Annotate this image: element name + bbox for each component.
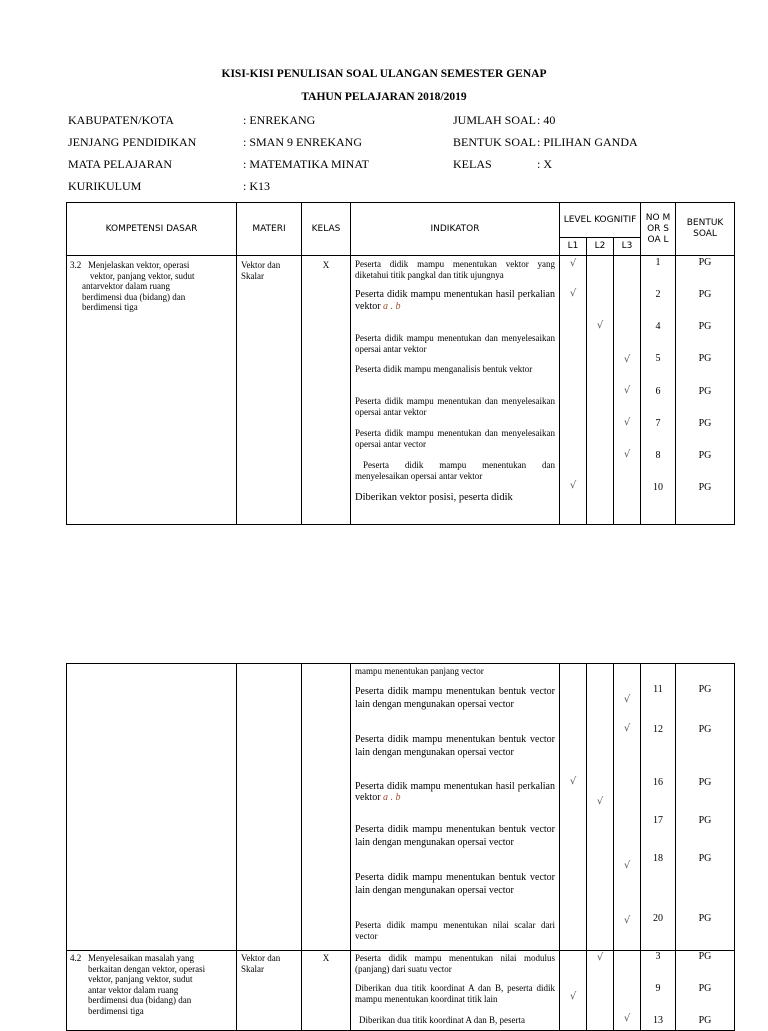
check-mark: √	[623, 385, 631, 396]
indikator-item: Peserta didik mampu menentukan dan menyelesaikan opersai antar vector	[355, 428, 555, 449]
l3-column	[614, 664, 641, 951]
pg-label: PG	[698, 1015, 712, 1026]
l2-column	[587, 664, 614, 951]
indikator-item: Peserta didik mampu menentukan nilai scalar dari vector	[355, 920, 555, 941]
bentuk-soal-column	[676, 951, 735, 1031]
info-value-mapel: : MATEMATIKA MINAT	[243, 157, 369, 171]
document-subtitle: TAHUN PELAJARAN 2018/2019	[301, 91, 467, 103]
header-l3: L3	[614, 238, 641, 256]
materi-cell: Vektor dan Skalar	[237, 256, 302, 525]
indikator-item: Diberikan vektor posisi, peserta didik	[355, 492, 513, 503]
check-mark: √	[596, 952, 604, 963]
indikator-item: Peserta didik mampu menentukan bentuk vector lain dengan mengunakan opersai vector	[355, 872, 555, 896]
kisi-table-1	[66, 202, 735, 525]
check-mark: √	[623, 354, 631, 365]
kompetensi-dasar-cell	[67, 664, 237, 951]
header-no-soal: NO MOR SOA L	[641, 203, 676, 256]
kompetensi-dasar-cell	[67, 256, 237, 525]
bentuk-soal-column	[676, 664, 735, 951]
indikator-item: Diberikan dua titik koordinat A dan B, peserta didik mampu menentukan koordinat titik lain	[355, 983, 555, 1004]
question-number: 10	[653, 482, 664, 493]
question-number: 3	[655, 951, 661, 962]
indikator-cell	[351, 951, 560, 1031]
pg-label: PG	[698, 913, 712, 924]
check-mark: √	[596, 796, 604, 807]
pg-label: PG	[698, 450, 712, 461]
check-mark: √	[623, 694, 631, 705]
pg-label: PG	[698, 853, 712, 864]
document-title: KISI-KISI PENULISAN SOAL ULANGAN SEMESTER GENAP	[221, 68, 547, 80]
pg-label: PG	[698, 386, 712, 397]
pg-label: PG	[698, 951, 712, 962]
question-number: 20	[653, 913, 663, 924]
kd-line: berdimensi dua (bidang) dan	[82, 291, 186, 302]
l3-column	[614, 951, 641, 1031]
materi-cell	[237, 664, 302, 951]
header-materi: MATERI	[237, 203, 302, 256]
indikator-item	[355, 782, 555, 803]
pg-label: PG	[698, 257, 712, 268]
indikator-cell	[351, 256, 560, 525]
l3-column	[614, 256, 641, 525]
info-value-kelas: : X	[537, 157, 552, 171]
kd-line: berdimensi tiga	[88, 1005, 144, 1016]
kd-line: berdimensi dua (bidang) dan	[88, 995, 192, 1005]
check-mark: √	[569, 480, 577, 491]
kd-number: 4.2	[70, 953, 82, 963]
kd-line: Menjelaskan vektor, operasi	[88, 260, 190, 270]
check-mark: √	[569, 991, 577, 1002]
header-level-kognitif: LEVEL KOGNITIF	[560, 203, 641, 238]
bentuk-soal-column	[676, 256, 735, 525]
check-mark: √	[569, 258, 577, 269]
check-mark: √	[623, 915, 631, 926]
l1-column	[560, 256, 587, 525]
vector-ab-formula: a . b	[383, 301, 401, 312]
kd-line: antar vektor dalam ruang	[88, 984, 179, 995]
l1-column	[560, 951, 587, 1031]
pg-label: PG	[698, 983, 712, 994]
no-soal-column	[641, 256, 676, 525]
pg-label: PG	[698, 724, 712, 735]
check-mark: √	[569, 288, 577, 299]
pg-label: PG	[698, 289, 712, 300]
check-mark: √	[623, 449, 631, 460]
info-label-mapel: MATA PELAJARAN	[68, 157, 173, 171]
indikator-item: mampu menentukan panjang vector	[355, 666, 484, 676]
indikator-item: Peserta didik mampu menentukan dan menyelesaikan opersai antar vektor	[355, 460, 555, 481]
check-mark: √	[623, 723, 631, 734]
no-soal-column	[641, 951, 676, 1031]
check-mark: √	[596, 320, 604, 331]
kelas-cell	[302, 664, 351, 951]
kd-line: berdimensi tiga	[82, 302, 138, 312]
question-number: 17	[653, 815, 663, 826]
check-mark: √	[623, 1013, 631, 1024]
question-number: 11	[653, 684, 663, 695]
question-number: 9	[655, 983, 661, 994]
pg-label: PG	[698, 353, 712, 364]
l1-column	[560, 664, 587, 951]
kd-line: vektor, panjang vektor, sudut	[90, 270, 195, 281]
l2-column	[587, 256, 614, 525]
header-l2: L2	[587, 238, 614, 256]
check-mark: √	[623, 417, 631, 428]
kelas-cell: X	[302, 256, 351, 525]
pg-label: PG	[698, 684, 712, 695]
indikator-item: Peserta didik mampu menentukan vektor yang diketahui titik pangkal dan titik ujungnya	[355, 259, 555, 280]
kd-line: Menyelesaikan masalah yang	[88, 953, 194, 963]
indikator-item: Peserta didik mampu menentukan nilai modulus (panjang) dari suatu vector	[355, 953, 555, 974]
indikator-item: Peserta didik mampu menentukan dan menyelesaikan opersai antar vektor	[355, 396, 555, 417]
kelas-cell: X	[302, 951, 351, 1031]
question-number: 13	[653, 1015, 663, 1026]
question-number: 2	[655, 289, 661, 300]
info-value-jenjang: : SMAN 9 ENREKANG	[243, 135, 363, 149]
kd-number: 3.2	[70, 260, 82, 270]
indikator-item: Peserta didik mampu menentukan bentuk vector lain dengan mengunakan opersai vector	[355, 686, 555, 710]
indikator-item-text: Peserta didik mampu menentukan hasil perkalian vektor	[355, 289, 555, 312]
indikator-item: Peserta didik mampu menganalisis bentuk vektor	[355, 364, 533, 374]
info-label-jumlah: JUMLAH SOAL	[453, 113, 537, 127]
indikator-item: Peserta didik mampu menentukan bentuk vector lain dengan mengunakan opersai vector	[355, 824, 555, 848]
info-label-kabupaten: KABUPATEN/KOTA	[68, 113, 174, 127]
indikator-item: Peserta didik mampu menentukan dan menyelesaikan opersai antar vektor	[355, 333, 555, 354]
header-kompetensi: KOMPETENSI DASAR	[67, 203, 237, 256]
question-number: 18	[653, 853, 663, 864]
vector-ab-formula: a . b	[383, 791, 401, 803]
question-number: 4	[655, 321, 661, 332]
kd-line: antarvektor dalam ruang	[82, 281, 170, 291]
pg-label: PG	[698, 321, 712, 332]
indikator-item: Peserta didik mampu menentukan bentuk vector lain dengan mengunakan opersai vector	[355, 734, 555, 758]
question-number: 6	[655, 386, 661, 397]
info-label-bentuk: BENTUK SOAL	[453, 135, 536, 149]
indikator-item-text: Peserta didik mampu menentukan hasil perkalian vektor	[355, 781, 555, 803]
question-number: 5	[655, 353, 661, 364]
info-value-bentuk: : PILIHAN GANDA	[537, 135, 638, 149]
check-mark: √	[569, 776, 577, 787]
pg-label: PG	[698, 777, 712, 788]
kompetensi-dasar-cell	[67, 951, 237, 1031]
header-indikator: INDIKATOR	[351, 203, 560, 256]
header-kelas: KELAS	[302, 203, 351, 256]
indikator-item	[355, 289, 555, 313]
no-soal-column	[641, 664, 676, 951]
header-bentuk-soal: BENTUK SOAL	[676, 203, 735, 256]
question-number: 12	[653, 724, 663, 735]
info-value-kabupaten: : ENREKANG	[243, 113, 316, 127]
pg-label: PG	[698, 815, 712, 826]
kisi-table-2	[66, 663, 735, 1031]
materi-cell: Vektor dan Skalar	[237, 951, 302, 1031]
question-number: 16	[653, 777, 663, 788]
check-mark: √	[623, 860, 631, 871]
pg-label: PG	[698, 482, 712, 493]
indikator-item: Diberikan dua titik koordinat A dan B, peserta	[359, 1015, 525, 1025]
kd-line: berkaitan dengan vektor, operasi	[88, 963, 206, 974]
info-label-kelas: KELAS	[453, 157, 492, 171]
question-number: 8	[655, 450, 661, 461]
question-number: 7	[655, 418, 661, 429]
l2-column	[587, 951, 614, 1031]
question-number: 1	[655, 257, 661, 268]
info-value-jumlah: : 40	[537, 113, 556, 127]
info-label-jenjang: JENJANG PENDIDIKAN	[68, 135, 197, 149]
indikator-cell	[351, 664, 560, 951]
pg-label: PG	[698, 418, 712, 429]
info-label-kurikulum: KURIKULUM	[68, 179, 142, 193]
kd-line: vektor, panjang vektor, sudut	[88, 974, 193, 984]
header-l1: L1	[560, 238, 587, 256]
info-value-kurikulum: : K13	[243, 179, 270, 193]
